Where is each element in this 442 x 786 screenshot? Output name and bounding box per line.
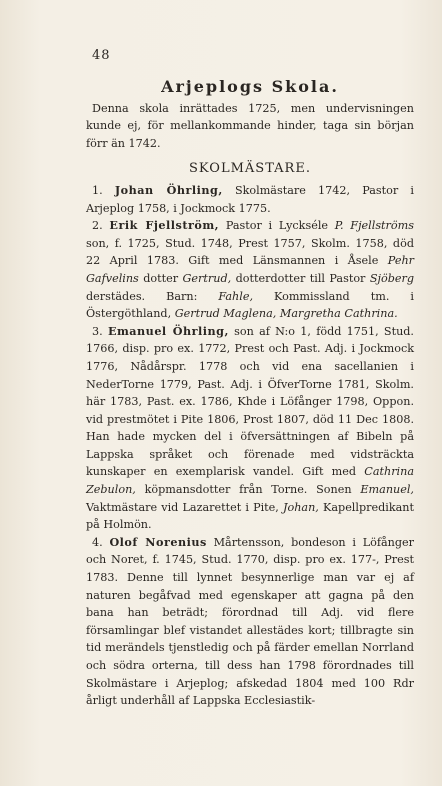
entry-text: dotter xyxy=(143,271,179,285)
entry-name: Erik Fjellström, xyxy=(109,218,220,233)
entry-text-italic: Gertrud, xyxy=(182,271,232,285)
entry-text: Mårtensson, bondeson i Löfånger och Noret, f. 1745, Stud. 1770, disp. pro ex. 177-, Prest 1783. Denne till lynnet besynnerlige man var ej af naturen begåfvad med egenskaper att gagna på den bana han beträdt; förordnad till Adj. vid flere församlingar blef vistandet allestädes kort; tillbragte sin tid merändels tjenstledig och på färder emellan Norrland och södra orterna, till dess han 1798 förordnades till Skolmästare i Arjeplog; afskedad 1804 med 100 Rdr årligt underhåll af Lappska Ecclesiastik- xyxy=(86,535,415,708)
entry-text-italic: Pehr Gafvelins xyxy=(86,254,414,285)
entry-text: Kapellpredikant på Holmön. xyxy=(86,500,414,532)
entry-text: dotterdotter till Pastor xyxy=(235,271,366,285)
school-heading: Arjeplogs Skola. xyxy=(161,77,339,96)
entry-text-italic: Gertrud Maglena, Margretha Cathrina. xyxy=(174,307,398,321)
entry-4 xyxy=(86,534,414,710)
entry-2 xyxy=(86,217,414,323)
entry-number: 2. xyxy=(92,219,103,233)
page-number: 48 xyxy=(92,48,111,63)
entry-text: Kommissland tm. i Östergöthland, xyxy=(86,289,414,321)
intro-paragraph: Denna skola inrättades 1725, men undervisningen kunde ej, för mellankommande hinder, taga sin början förr än 1742. xyxy=(86,101,414,150)
entry-name: Johan Öhrling, xyxy=(114,182,223,197)
entry-number: 4. xyxy=(92,535,103,549)
entry-text-italic: Sjöberg xyxy=(369,271,414,285)
text-block xyxy=(86,70,414,710)
entry-text: köpmansdotter från Torne. Sonen xyxy=(144,483,352,497)
entry-text: Pastor i Lyckséle xyxy=(225,219,329,233)
entry-text: Skolmästare 1742, Pastor i Arjeplog 1758, i Jockmock 1775. xyxy=(86,183,414,215)
entry-text-italic: Cathrina Zebulon, xyxy=(86,465,414,497)
entry-1 xyxy=(86,182,414,217)
entry-text: derstädes. Barn: xyxy=(86,289,198,303)
entry-number: 3. xyxy=(92,324,103,338)
section-title: SKOLMÄSTARE. xyxy=(189,161,311,177)
entry-text-italic: Emanuel, xyxy=(360,483,414,497)
entry-name: Emanuel Öhrling, xyxy=(107,323,229,338)
entry-text-italic: Johan, xyxy=(283,500,319,514)
entry-text-italic: P. Fjellströms xyxy=(334,219,414,233)
entry-text: son, f. 1725, Stud. 1748, Prest 1757, Skolm. 1758, död 22 April 1783. Gift med Länsmannen i Åsele xyxy=(86,236,414,268)
entry-text: Vaktmästare vid Lazarettet i Pite, xyxy=(86,500,279,514)
entry-name: Olof Norenius xyxy=(109,534,207,549)
entry-text-italic: Fahle, xyxy=(218,289,254,303)
entry-text: son af N:o 1, född 1751, Stud. 1766, disp. pro ex. 1772, Prest och Past. Adj. i Jockmock 1776, Nådårspr. 1778 och vid ena sacellanien i NederTorne 1779, Past. Adj. i ÖfverTorne 1781, Skolm. här 1783, Past. ex. 1786, Khde i Löfånger 1798, Oppon. vid prestmötet i Pite 1806, Prost 1807, död 11 Dec 1808. Han hade mycken del i öfversättningen af Bibeln på Lappska språket och förenade med vidsträckta kunskaper en exemplarisk vandel. Gift med xyxy=(86,324,414,479)
entry-number: 1. xyxy=(92,183,103,197)
entry-3 xyxy=(86,323,414,534)
